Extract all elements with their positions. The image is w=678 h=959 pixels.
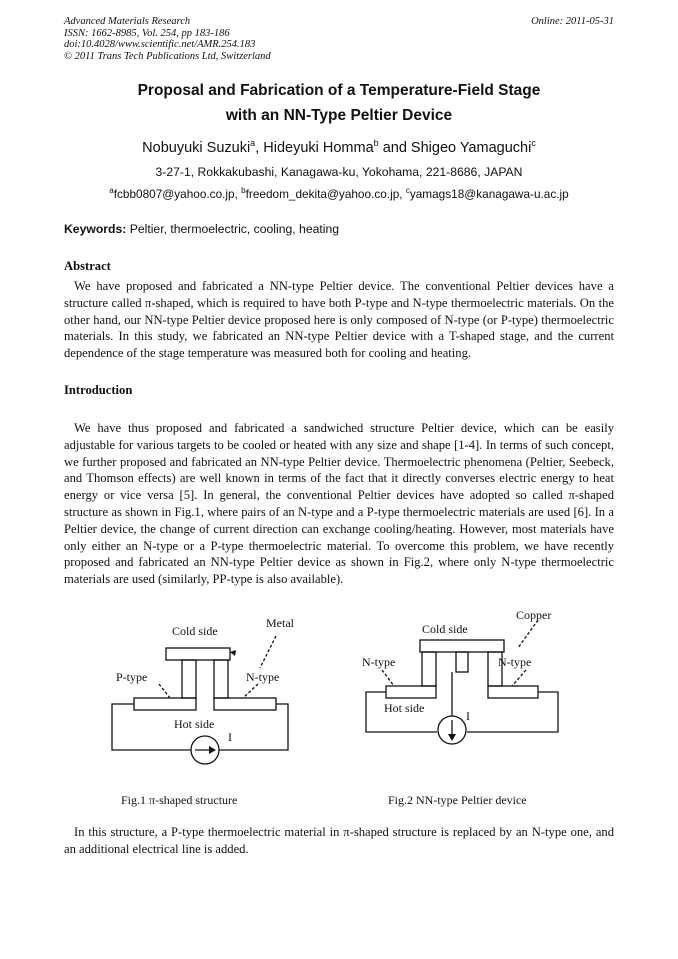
copper-stage-top	[420, 640, 504, 652]
email-separator: ,	[399, 186, 406, 201]
journal-header	[64, 16, 271, 62]
p-type-leg	[182, 660, 196, 698]
label-cold-side: Cold side	[422, 622, 468, 636]
abstract-heading: Abstract	[64, 259, 111, 273]
label-copper: Copper	[516, 608, 552, 622]
label-current: I	[228, 730, 232, 744]
copper-stage-stem	[456, 652, 468, 672]
copper-bar-left	[386, 686, 436, 698]
p-type-pointer	[159, 684, 170, 698]
author-name: Nobuyuki Suzuki	[142, 139, 251, 156]
label-metal: Metal	[266, 616, 294, 630]
email-sup: b	[241, 186, 246, 195]
author-affil-sup: a	[250, 138, 256, 148]
journal-issn: ISSN: 1662-8985, Vol. 254, pp 183-186	[64, 27, 230, 39]
n-type-right-pointer	[512, 670, 526, 686]
keywords	[64, 222, 339, 236]
label-n-type: N-type	[246, 670, 280, 684]
author-emails	[0, 186, 678, 201]
metal-arrow-head	[230, 650, 236, 656]
copper-pointer	[518, 620, 538, 648]
label-current: I	[466, 709, 470, 723]
figure-1-diagram	[100, 608, 300, 778]
metal-bar-right	[214, 698, 276, 710]
metal-bar-top	[166, 648, 230, 660]
current-arrow-head	[209, 746, 216, 754]
label-cold-side: Cold side	[172, 624, 218, 638]
closing-paragraph: In this structure, a P-type thermoelectric material in π-shaped structure is replaced by an N-type one, and an additional electrical line is added.	[64, 825, 614, 856]
n-type-leg-left	[422, 652, 436, 686]
copper-bar-right	[488, 686, 538, 698]
label-n-type-right: N-type	[498, 655, 532, 669]
author-separator: and	[378, 139, 411, 156]
current-arrow-head	[448, 734, 456, 741]
title-line-2: with an NN-Type Peltier Device	[225, 107, 453, 124]
author-name: Shigeo Yamaguchi	[410, 139, 532, 156]
author-list	[0, 138, 678, 156]
n-type-leg	[214, 660, 228, 698]
metal-pointer	[260, 636, 276, 668]
author-affil-sup: c	[531, 138, 536, 148]
title-line-1: Proposal and Fabrication of a Temperature-Field Stage	[137, 82, 541, 99]
author-affil-sup: b	[373, 138, 379, 148]
label-hot-side: Hot side	[174, 717, 215, 731]
affiliation-address: 3-27-1, Rokkakubashi, Kanagawa-ku, Yokohama, 221-8686, JAPAN	[155, 165, 523, 179]
keywords-label: Keywords:	[64, 222, 127, 236]
journal-copyright: © 2011 Trans Tech Publications Ltd, Switzerland	[64, 50, 271, 62]
keywords-text: Peltier, thermoelectric, cooling, heating	[129, 222, 340, 236]
online-date: Online: 2011-05-31	[531, 16, 614, 27]
email-sup: c	[405, 186, 410, 195]
author-separator: ,	[255, 139, 264, 156]
author-name: Hideyuki Homma	[263, 139, 374, 156]
abstract-text: We have proposed and fabricated a NN-type Peltier device. The conventional Peltier devices have a structure called π-shaped, which is required to have both P-type and N-type thermoelectric materials. On the other hand, our NN-type Peltier device proposed here is only composed of N-type (or P-type) thermoelectric materials. In this study, we fabricated an NN-type Peltier device with a T-shaped stage, and the current dependence of the stage temperature was measured both for cooling and heating.	[64, 279, 614, 361]
n-type-left-pointer	[382, 670, 394, 686]
journal-name: Advanced Materials Research	[64, 16, 191, 27]
metal-bar-left	[134, 698, 196, 710]
email-separator: ,	[234, 186, 242, 201]
figure-2-diagram	[360, 604, 570, 774]
introduction-text: We have thus proposed and fabricated a sandwiched structure Peltier device, which can be easily adjustable for various targets to be cooled or heated with any size and shape [1-4]. In terms of such concept, we further proposed and fabricated an NN-type Peltier device. Thermoelectric phenomena (Peltier, Seebeck, and Thomson effects) are well known in terms of the fact that it directly converses electric energy to heat energy or vice versa [5]. In general, the conventional Peltier devices have adopted so called π-shaped structure as shown in Fig.1, where pairs of an N-type and a P-type thermoelectric materials are used [6]. In a Peltier device, the change of current direction can exchange cooling/heating. However, most materials have only either an N-type or a P-type thermoelectric material. To overcome this problem, we have recently proposed and fabricated an NN-type Peltier device as shown in Fig.2, where only N-type thermoelectric materials are used (similarly, PP-type is also available).	[64, 421, 614, 587]
email-sup: a	[109, 186, 114, 195]
figure-2-caption: Fig.2 NN-type Peltier device	[388, 793, 527, 807]
label-n-type-left: N-type	[362, 655, 396, 669]
introduction-heading: Introduction	[64, 383, 133, 397]
email-link[interactable]: yamags18@kanagawa-u.ac.jp	[409, 186, 569, 201]
journal-doi: doi:10.4028/www.scientific.net/AMR.254.183	[64, 39, 256, 50]
label-p-type: P-type	[116, 670, 148, 684]
n-type-pointer	[243, 684, 258, 698]
figure-1-caption: Fig.1 π-shaped structure	[121, 793, 238, 807]
email-link[interactable]: fcbb0807@yahoo.co.jp	[113, 186, 235, 201]
label-hot-side: Hot side	[384, 701, 425, 715]
email-link[interactable]: freedom_dekita@yahoo.co.jp	[245, 186, 400, 201]
